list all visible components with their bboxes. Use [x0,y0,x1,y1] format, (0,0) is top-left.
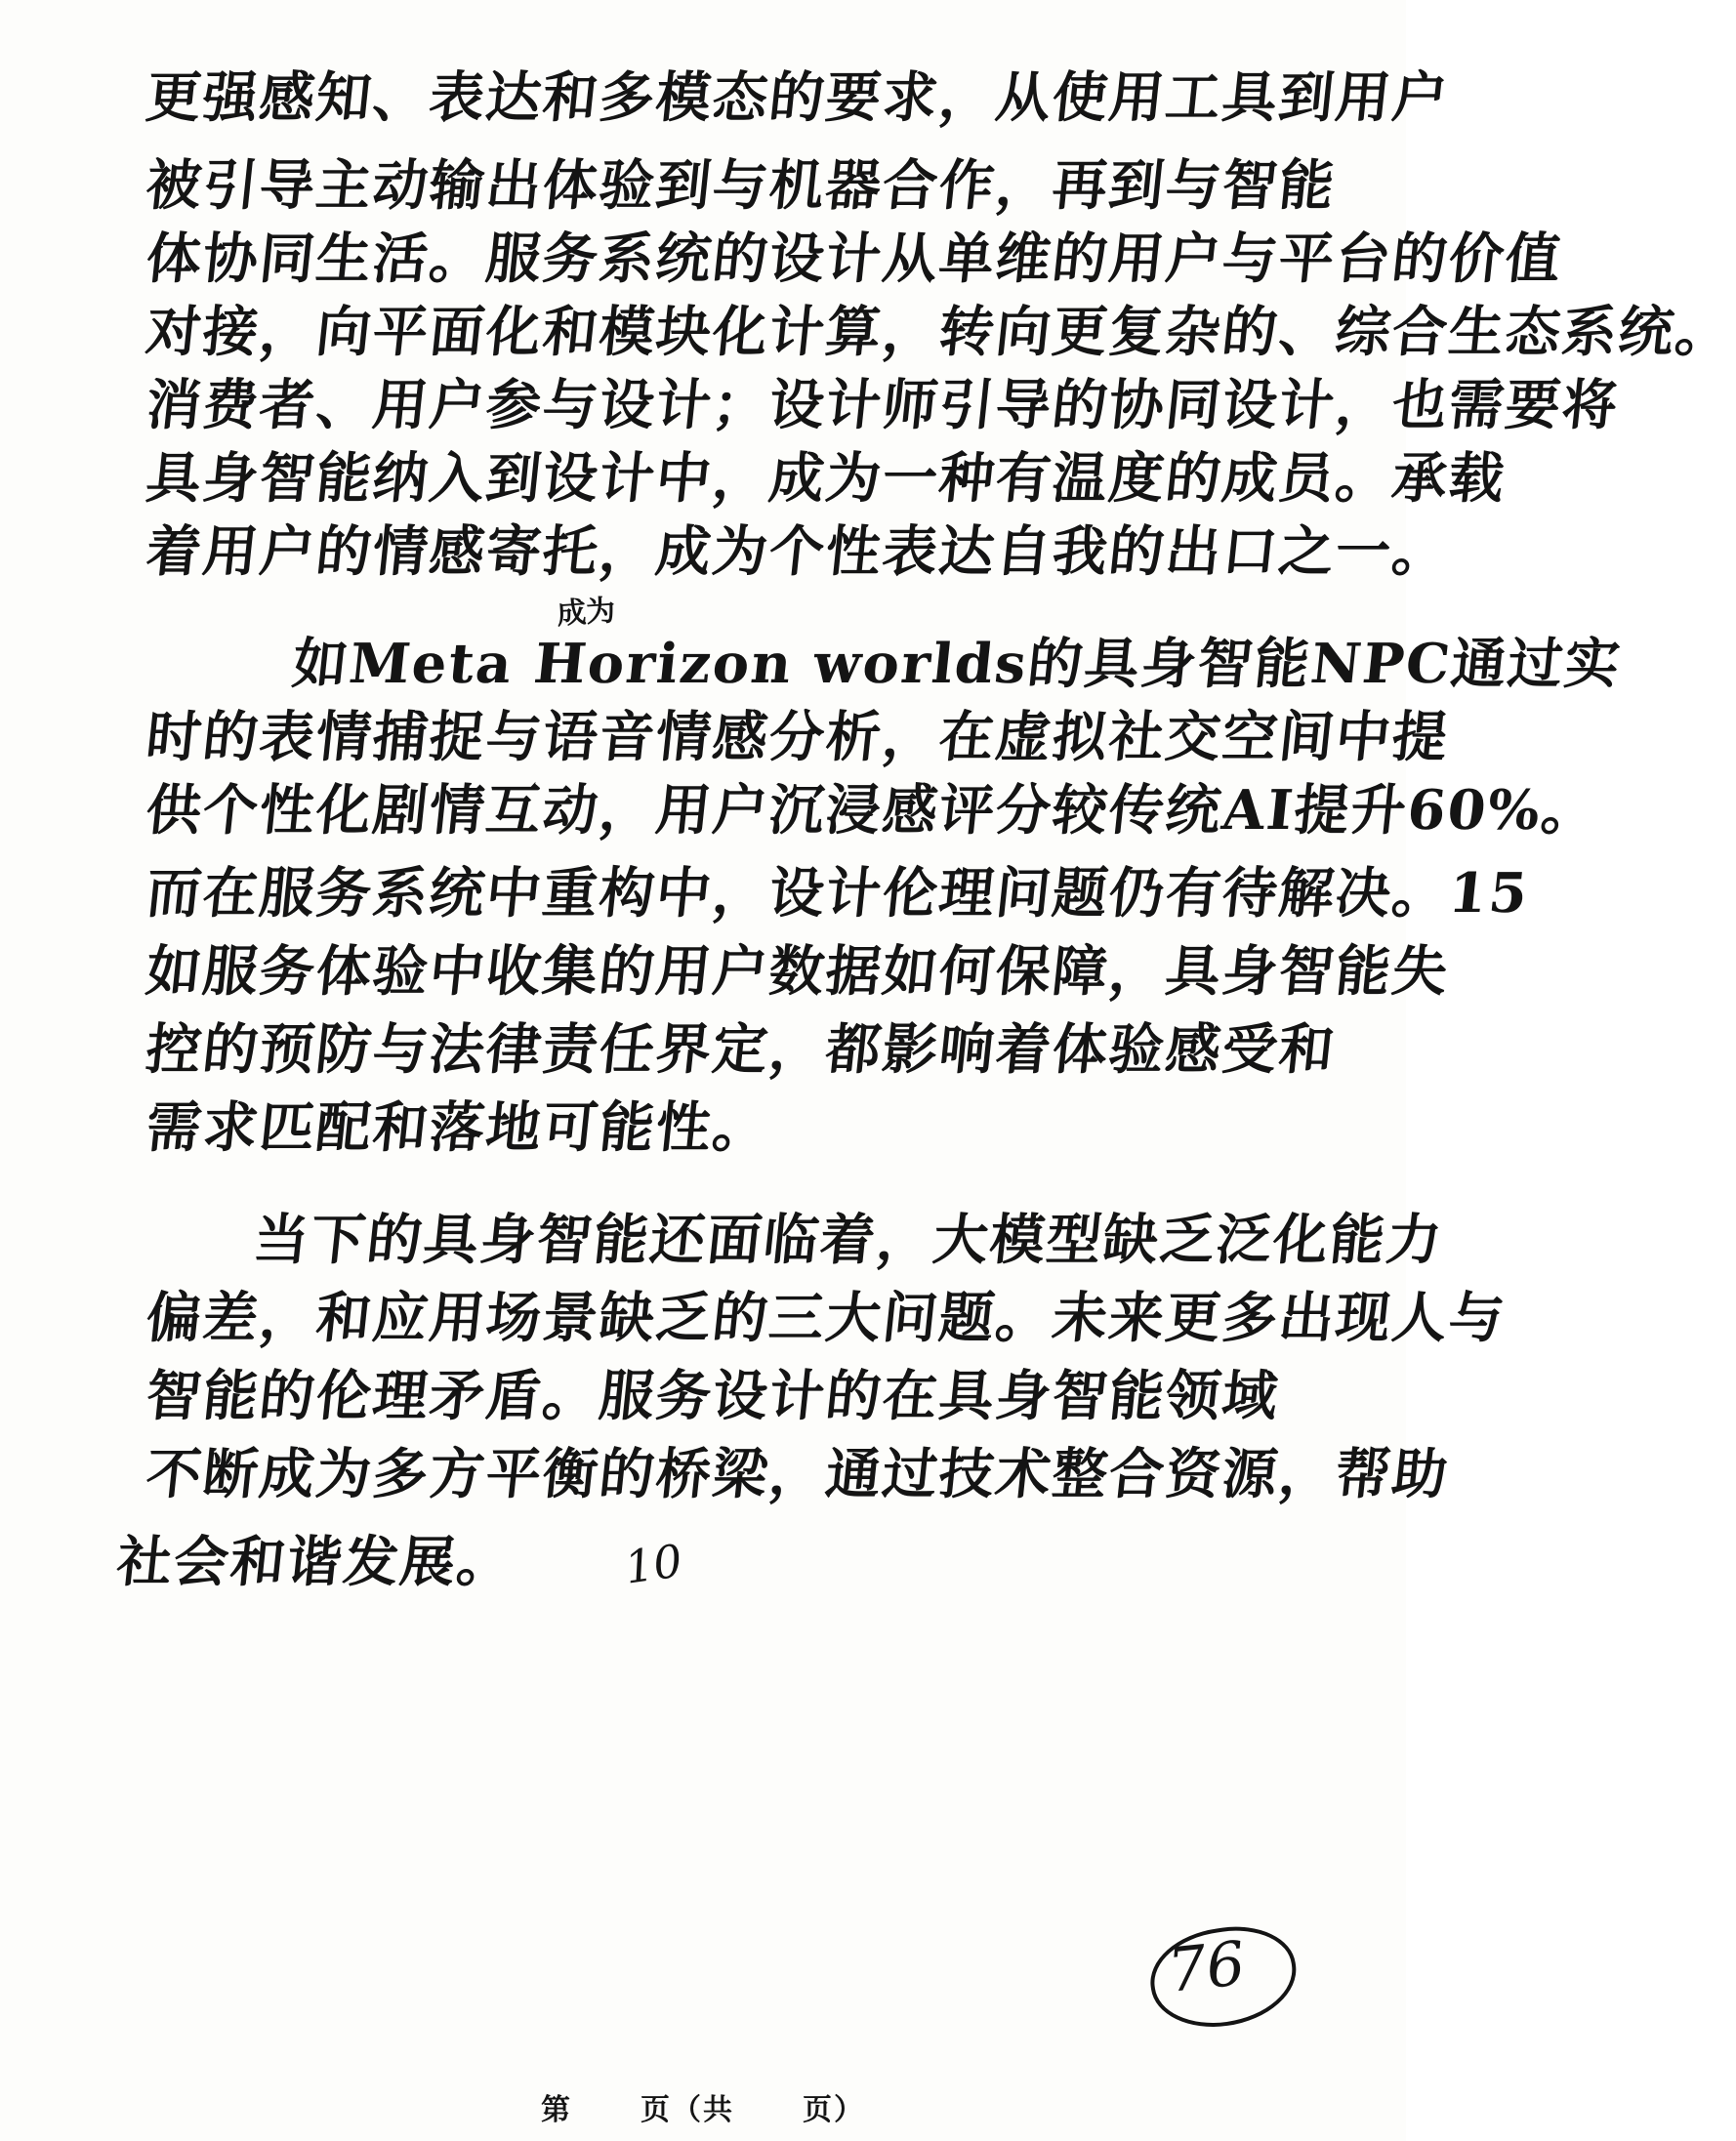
text-line: 被引导主动输出体验到与机器合作，再到与智能 [143,153,1340,218]
text-line: 供个性化剧情互动，用户沉浸感评分较传统AI提升60%。 [143,778,1602,843]
text-line: 当下的具身智能还面临着，大模型缺乏泛化能力 [250,1208,1447,1272]
text-line: 具身智能纳入到设计中，成为一种有温度的成员。承载 [143,446,1509,511]
insertion-mark: 成为 [556,593,617,633]
text-line: 偏差，和应用场景缺乏的三大问题。未来更多出现人与 [143,1286,1509,1350]
footer-ye2: 页） [803,2093,865,2127]
text-line: 需求匹配和落地可能性。 [143,1095,773,1160]
text-line: 智能的伦理矛盾。服务设计的在具身智能领域 [143,1364,1283,1428]
footer-di: 第 [541,2093,572,2127]
text-line: 而在服务系统中重构中，设计伦理问题仍有待解决。15 [143,861,1533,926]
page-footer [0,2085,1406,2128]
text-line: 社会和谐发展。 [113,1530,517,1594]
text-line: 消费者、用户参与设计；设计师引导的协同设计，也需要将 [143,373,1623,437]
footer-gong: 共 [703,2093,734,2127]
text-line: 时的表情捕捉与语音情感分析，在虚拟社交空间中提 [143,705,1453,769]
text-line: 着用户的情感寄托，成为个性表达自我的出口之一。 [143,519,1453,584]
text-line: 如服务体验中收集的用户数据如何保障，具身智能失 [143,939,1453,1004]
text-line: 控的预防与法律责任界定，都影响着体验感受和 [143,1017,1340,1082]
text-line: 如Meta Horizon worlds的具身智能NPC通过实 [289,632,1626,696]
footer-ye: 页（ [641,2093,703,2127]
text-line: 不断成为多方平衡的桥梁，通过技术整合资源，帮助 [143,1442,1453,1506]
text-line: 对接，向平面化和模块化计算，转向更复杂的、综合生态系统。 [143,300,1736,364]
text-line: 更强感知、表达和多模态的要求，从使用工具到用户 [143,65,1453,130]
score-mark: 76 [1164,1927,1249,2006]
margin-annotation: 10 [621,1534,686,1594]
text-line: 体协同生活。服务系统的设计从单维的用户与平台的价值 [143,226,1566,291]
